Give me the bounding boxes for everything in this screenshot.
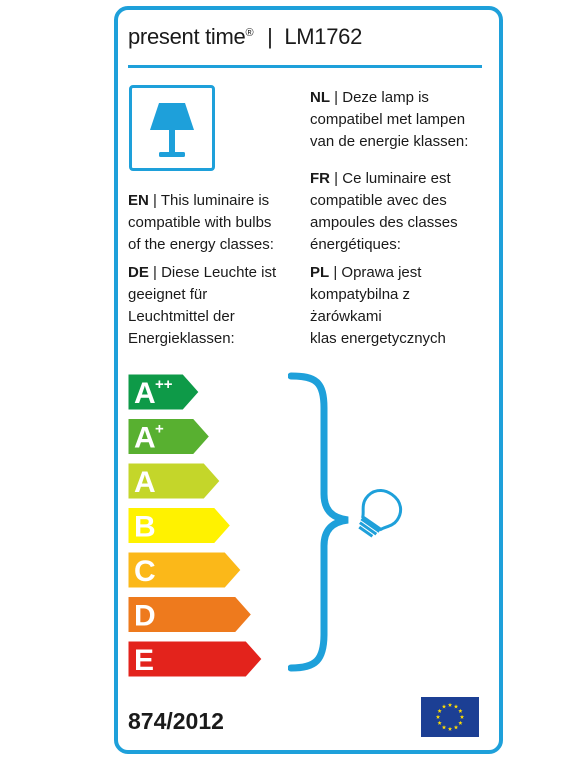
text-pl [310,262,485,350]
text-de [128,262,298,350]
lang-code-de: DE [128,264,149,281]
header [128,24,362,50]
energy-class-e [128,641,262,677]
text-nl-line-2: compatibel met lampen [310,111,466,128]
curly-brace [288,372,354,672]
energy-class-a [128,463,220,499]
text-fr-line-3: ampoules des classes [310,214,458,231]
text-fr-line-1: Ce luminaire est [342,170,451,187]
header-rule [128,65,482,68]
text-en-line-1: This luminaire is [160,192,270,209]
text-pl-line-4: klas energetycznych [310,330,446,347]
table-lamp-icon [132,88,212,168]
lang-code-fr: FR [310,170,330,187]
energy-class-letter: D [134,599,156,633]
text-fr-line-2: compatible avec des [310,192,447,209]
energy-class-letter: A [134,466,156,499]
text-pl-line-1: Oprawa jest [341,264,422,281]
lang-sep-fr: | [330,170,343,187]
lang-code-nl: NL [310,89,330,106]
energy-class-letter: A [134,377,156,410]
lang-sep-nl: | [330,89,343,106]
text-en-line-3: of the energy classes: [128,236,274,253]
energy-class-scale [127,372,267,682]
text-de-line-2: geeignet für [128,286,208,303]
text-nl [310,87,485,153]
energy-class-b [128,508,231,544]
energy-class-superscript: ++ [155,376,173,393]
energy-class-letter: E [134,644,155,677]
energy-class-c [128,552,241,588]
text-de-line-3: Leuchtmittel der [128,308,235,325]
energy-class-d [128,597,252,633]
regulation-number: 874/2012 [128,708,224,734]
header-separator: | [267,24,273,49]
text-nl-line-3: van de energie klassen: [310,133,469,150]
lamp-icon-box [129,85,215,171]
text-en-line-2: compatible with bulbs [128,214,272,231]
eu-flag-icon [421,697,479,737]
energy-class-letter: B [134,510,156,544]
text-de-line-4: Energieklassen: [128,330,235,347]
energy-class-a-plus-plus [128,374,199,410]
text-fr-line-4: énergétiques: [310,236,401,253]
text-en [128,190,298,256]
text-pl-line-3: żarówkami [310,308,382,325]
text-pl-line-2: kompatybilna z [310,286,411,303]
model-number: LM1762 [284,24,363,49]
registered-mark: ® [245,27,254,39]
lang-sep-en: | [148,192,161,209]
energy-class-letter: A [134,421,156,455]
lang-code-pl: PL [310,264,330,281]
text-fr [310,168,485,256]
lang-sep-de: | [148,264,162,281]
text-nl-line-1: Deze lamp is [342,89,429,106]
light-bulb-icon [355,488,417,538]
lang-code-en: EN [128,192,149,209]
lang-sep-pl: | [329,264,342,281]
energy-class-a-plus [128,419,210,455]
brand-name: present time [128,24,246,49]
text-de-line-1: Diese Leuchte ist [161,264,277,281]
energy-class-letter: C [134,555,156,588]
energy-class-superscript: + [155,420,164,438]
